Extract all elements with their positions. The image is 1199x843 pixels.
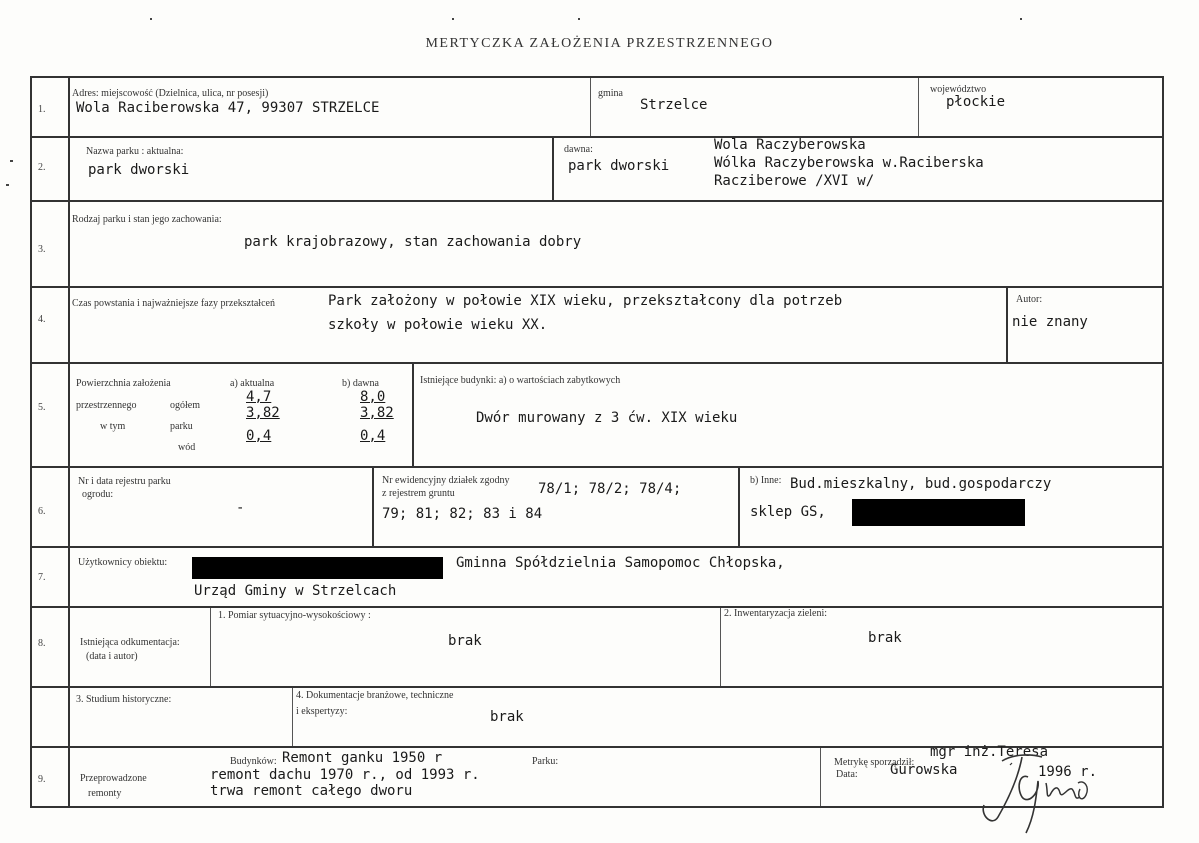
cell-divider	[738, 468, 740, 546]
row-number: 8.	[38, 638, 46, 649]
other-buildings-line-2: sklep GS,	[750, 504, 826, 520]
register-value: -	[236, 500, 245, 516]
history-label: Czas powstania i najważniejsze fazy przekształceń	[72, 298, 275, 309]
historic-name-1: Wola Raczyberowska	[714, 137, 866, 153]
row-divider	[30, 200, 1164, 202]
row-number: 2.	[38, 162, 46, 173]
other-buildings-line-1: Bud.mieszkalny, bud.gospodarczy	[790, 476, 1052, 492]
history-line-1: Park założony w połowie XIX wieku, przekształcony dla potrzeb	[328, 293, 843, 309]
former-name-label: dawna:	[564, 144, 593, 155]
history-line-2: szkoły w połowie wieku XX.	[328, 317, 548, 333]
cell-divider	[590, 78, 591, 136]
area-label: Powierzchnia założenia	[76, 378, 171, 389]
form-frame	[30, 76, 1164, 808]
row-number: 3.	[38, 244, 46, 255]
users-line-2: Urząd Gminy w Strzelcach	[194, 583, 397, 599]
area-label-water: wód	[178, 442, 196, 453]
renovations-label-2: remonty	[88, 788, 122, 799]
area-current-total: 4,7	[246, 389, 272, 405]
voivodeship-label: województwo	[930, 84, 987, 95]
greenery-label: 2. Inwentaryzacja zieleni:	[724, 608, 827, 619]
former-name-value: park dworski	[568, 158, 670, 174]
buildings-value: Dwór murowany z 3 ćw. XIX wieku	[476, 410, 738, 426]
technical-docs-label: 4. Dokumentacje branżowe, techniczne	[296, 690, 454, 701]
row-divider	[30, 136, 1164, 138]
prepared-by-name-2: Gurowska	[890, 762, 958, 778]
area-current-water: 0,4	[246, 428, 272, 444]
users-label: Użytkownicy obiektu:	[78, 557, 168, 568]
plots-line-2: 79; 81; 82; 83 i 84	[382, 506, 543, 522]
park-type-value: park krajobrazowy, stan zachowania dobry	[244, 234, 582, 250]
greenery-value: brak	[868, 630, 902, 646]
plots-line-1: 78/1; 78/2; 78/4;	[538, 481, 682, 497]
date-label: Data:	[836, 769, 858, 780]
cell-divider	[292, 688, 293, 746]
register-label-2: ogrodu:	[82, 489, 114, 500]
renovation-line-3: trwa remont całego dworu	[210, 783, 413, 799]
cell-divider	[552, 138, 554, 200]
historic-name-2: Wólka Raczyberowska w.Raciberska	[714, 155, 984, 171]
cell-divider	[720, 608, 721, 686]
renovation-line-1: Remont ganku 1950 r	[282, 750, 443, 766]
scan-speck	[1020, 18, 1022, 20]
row-divider	[30, 362, 1164, 364]
cell-divider	[1006, 288, 1008, 362]
renovation-line-2: remont dachu 1970 r., od 1993 r.	[210, 767, 480, 783]
technical-docs-value: brak	[490, 709, 524, 725]
area-label-park: parku	[170, 421, 193, 432]
cell-divider	[412, 364, 414, 466]
plots-label: Nr ewidencyjny działek zgodny	[382, 475, 510, 486]
row-number: 6.	[38, 506, 46, 517]
address-label: Adres: miejscowość (Dzielnica, ulica, nr posesji)	[72, 88, 269, 99]
cell-divider	[918, 78, 919, 136]
documentation-label: Istniejąca odkumentacja:	[80, 637, 180, 648]
renovations-label: Przeprowadzone	[80, 773, 147, 784]
row-divider	[30, 286, 1164, 288]
cell-divider	[210, 608, 211, 686]
area-former-total: 8,0	[360, 389, 386, 405]
historic-name-3: Racziberowe /XVI w/	[714, 173, 875, 189]
other-buildings-label: b) Inne:	[750, 475, 782, 486]
survey-label: 1. Pomiar sytuacyjno-wysokościowy :	[218, 610, 371, 621]
scan-speck	[452, 18, 454, 20]
row-number: 7.	[38, 572, 46, 583]
row-divider	[30, 546, 1164, 548]
form-title: MERTYCZKA ZAŁOŻENIA PRZESTRZENNEGO	[425, 36, 774, 51]
area-former-park: 3,82	[360, 405, 394, 421]
park-name-value: park dworski	[88, 162, 190, 178]
park-type-label: Rodzaj parku i stan jego zachowania:	[72, 214, 222, 225]
redaction-block	[852, 499, 1025, 526]
row-number: 1.	[38, 104, 46, 115]
historical-study-label: 3. Studium historyczne:	[76, 694, 172, 705]
scan-speck	[150, 18, 152, 20]
row-number: 9.	[38, 774, 46, 785]
area-former-water: 0,4	[360, 428, 386, 444]
area-column-current: a) aktualna	[230, 378, 275, 389]
voivodeship-value: płockie	[946, 94, 1006, 110]
survey-value: brak	[448, 633, 482, 649]
row-number: 4.	[38, 314, 46, 325]
prepared-by-label: Metrykę sporządził:	[834, 757, 915, 768]
prepared-year: 1996 r.	[1038, 764, 1098, 780]
area-column-former: b) dawna	[342, 378, 379, 389]
redaction-block	[192, 557, 443, 579]
park-name-label: Nazwa parku : aktualna:	[86, 146, 184, 157]
cell-divider	[820, 748, 821, 806]
scan-speck	[6, 184, 9, 186]
author-value: nie znany	[1012, 314, 1088, 330]
gmina-value: Strzelce	[640, 97, 708, 113]
scan-speck	[10, 160, 13, 162]
author-label: Autor:	[1016, 294, 1043, 305]
register-label: Nr i data rejestru parku	[78, 476, 171, 487]
handwritten-signature	[950, 743, 1110, 843]
scan-speck	[578, 18, 580, 20]
row-number: 5.	[38, 402, 46, 413]
technical-docs-label-2: i ekspertyzy:	[296, 706, 348, 717]
documentation-label-2: (data i autor)	[86, 651, 138, 662]
row-divider	[30, 466, 1164, 468]
plots-label-2: z rejestrem gruntu	[382, 488, 455, 499]
area-current-park: 3,82	[246, 405, 280, 421]
buildings-label: Istniejące budynki: a) o wartościach zabytkowych	[420, 375, 621, 386]
address-value: Wola Raciberowska 47, 99307 STRZELCE	[76, 100, 380, 116]
buildings-renovation-label: Budynków:	[230, 756, 277, 767]
prepared-by-name-1: mgr inż.Teresa	[930, 744, 1049, 760]
area-label-spatial: przestrzennego	[76, 400, 137, 411]
area-label-total: ogółem	[170, 400, 200, 411]
park-renovation-label: Parku:	[532, 756, 559, 767]
users-line-1: Gminna Spółdzielnia Samopomoc Chłopska,	[456, 555, 785, 571]
cell-divider	[372, 468, 374, 546]
row-divider	[30, 686, 1164, 688]
number-column-line	[68, 76, 70, 808]
gmina-label: gmina	[598, 88, 623, 99]
area-label-including: w tym	[100, 421, 126, 432]
row-divider	[30, 606, 1164, 608]
